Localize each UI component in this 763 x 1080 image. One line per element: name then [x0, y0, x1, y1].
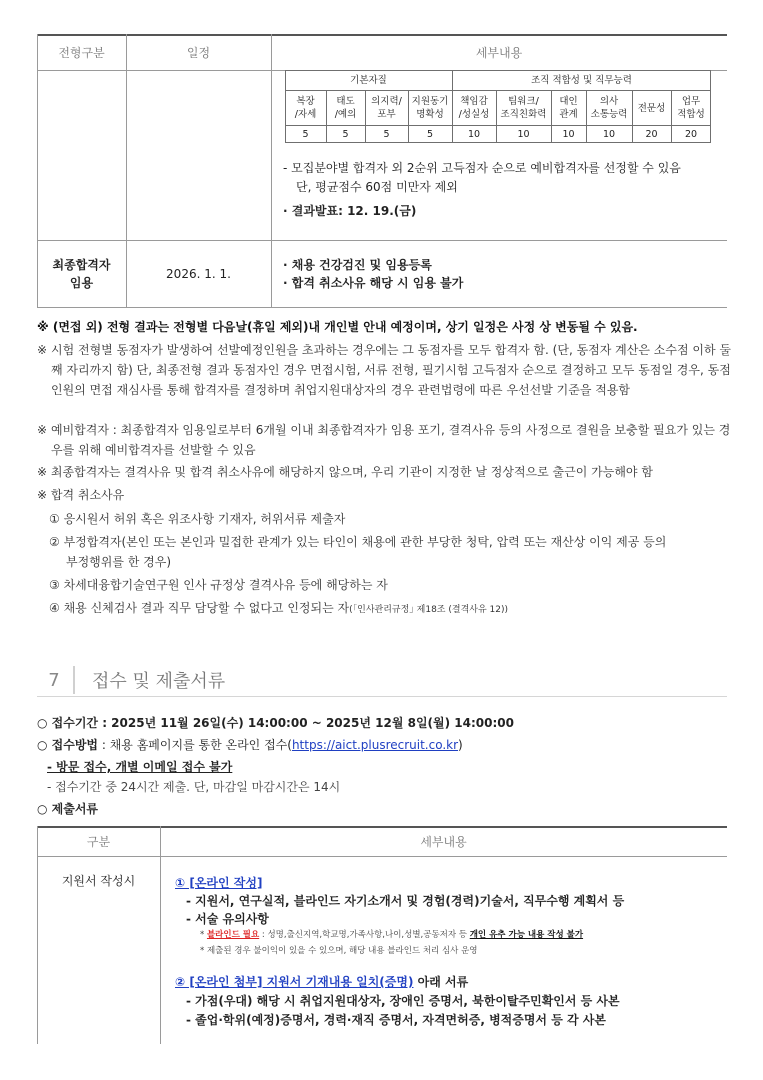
result-announce: · 결과발표: 12. 19.(금) — [283, 204, 417, 218]
attach-bonus-docs: - 가점(우대) 해당 시 취업지원대상자, 장애인 증명서, 북한이탈주민확인서 등 사본 — [186, 994, 620, 1008]
score-value: 10 — [517, 128, 530, 140]
receipt-method: ○ 접수방법 : 채용 홈페이지를 통한 온라인 접수(https://aict.plusrecruit.co.kr) — [37, 738, 463, 752]
note-tie — [37, 340, 732, 400]
final-row-date: 2026. 1. 1. — [166, 267, 231, 281]
score-value: 10 — [562, 128, 575, 140]
header-detail: 세부내용 — [475, 45, 523, 60]
cancel-reason-3: ③ 차세대융합기술연구원 인사 규정상 결격사유 등에 해당하는 자 — [49, 578, 388, 592]
score-value: 20 — [684, 128, 698, 140]
score-value: 5 — [426, 128, 434, 140]
note-results: ※ (면접 외) 전형 결과는 전형별 다음날(휴일 제외)내 개인별 안내 예정이며, 상기 일정은 사정 상 변동될 수 있음. — [37, 320, 638, 334]
note-eligibility: ※ 최종합격자는 결격사유 및 합격 취소사유에 해당하지 않으며, 우리 기관이 지정한 날 정상적으로 출근이 가능해야 함 — [37, 465, 653, 479]
schedule-table — [37, 34, 727, 308]
no-visit-note: - 방문 접수, 개별 이메일 접수 불가 — [47, 760, 233, 774]
score-item: 지원동기 명확성 — [411, 96, 449, 120]
score-item: 태도 /예의 — [334, 96, 357, 120]
score-item: 의지력/ 포부 — [371, 96, 402, 120]
docs-table — [37, 826, 727, 1044]
note-cancel-title: ※ 합격 취소사유 — [37, 488, 125, 502]
note-mark: ※ — [37, 343, 48, 357]
final-row-detail-1: · 채용 건강검진 및 임용등록 — [283, 258, 432, 272]
section-title: 접수 및 제출서류 — [92, 671, 226, 692]
docs-header-detail: 세부내용 — [420, 834, 467, 849]
docs-row-label: 지원서 작성시 — [61, 874, 136, 888]
cancel-reason-2-cont: 부정행위를 한 경우) — [66, 555, 172, 569]
reserve-note-cont: 단, 평균점수 60점 미만자 제외 — [296, 180, 458, 194]
header-type: 전형구분 — [58, 45, 105, 60]
reserve-note: - 모집분야별 합격자 외 2순위 고득점자 순으로 예비합격자를 선정할 수 있음 — [283, 161, 681, 175]
writing-cautions: - 서술 유의사항 — [186, 912, 269, 926]
note-tie-text: 시험 전형별 동점자가 발생하여 선발예정인원을 초과하는 경우에는 그 동점자를 모두 합격자 함. (단, 동점자 계산은 소수점 이하 둘째 자리까지 함) 단, 최종전형 결과 동점자인 경우 면접시험, 서류 전형, 필기시험 고득점자 순으로 결정하고 모두 동점일 경우, 동점 인원의 면접 재심사를 통해 합격자를 결정하며 취업지원대상자의 경우 관련법령에 따른 우선선발 기준을 적용함 — [51, 343, 731, 397]
score-value: 5 — [302, 128, 309, 140]
score-item: 복장 /자세 — [294, 96, 317, 120]
score-item: 의사 소통능력 — [590, 96, 628, 120]
score-item: 팀워크/ 조직친화력 — [500, 96, 547, 120]
online-write-items: - 지원서, 연구실적, 블라인드 자기소개서 및 경험(경력)기술서, 직무수행 계획서 등 — [186, 894, 625, 908]
score-item: 대인 관계 — [559, 96, 578, 120]
blind-note: * 블라인드 필요 : 성명,출신지역,학교명,가족사항,나이,성별,공동저자 등 개인 유추 가능 내용 작성 불가 — [200, 930, 584, 940]
note-reserve — [37, 420, 732, 460]
cancel-reason-1: ① 응시원서 허위 혹은 위조사항 기재자, 허위서류 제출자 — [49, 512, 346, 526]
cancel-reason-2: ② 부정합격자(본인 또는 본인과 밀접한 관계가 있는 타인이 채용에 관한 부당한 청탁, 압력 또는 재산상 이익 제공 등의 — [49, 535, 667, 549]
score-value: 10 — [602, 128, 616, 140]
score-item: 전문성 — [637, 102, 666, 114]
note-mark: ※ — [37, 423, 48, 437]
header-schedule: 일정 — [186, 45, 211, 60]
online-write-heading: ① [온라인 작성] — [175, 876, 263, 890]
score-group-org: 조직 적합성 및 직무능력 — [531, 74, 632, 86]
hours-note: - 접수기간 중 24시간 제출. 단, 마감일 마감시간은 14시 — [47, 780, 341, 794]
receipt-period: ○ 접수기간 : 2025년 11월 26일(수) 14:00:00 ~ 2025년 12월 8일(월) 14:00:00 — [37, 716, 514, 730]
regulation-ref: (｢인사관리규정｣ 제18조 (결격사유 12)) — [349, 605, 508, 615]
score-item: 책임감 /성실성 — [458, 96, 490, 120]
final-row-label: 최종합격자 임용 — [52, 258, 111, 290]
score-value: 20 — [645, 128, 658, 140]
section-7-header — [37, 662, 727, 698]
score-item: 업무 적합성 — [677, 96, 705, 120]
recruit-link[interactable]: https://aict.plusrecruit.co.kr — [291, 738, 459, 752]
score-group-basic: 기본자질 — [350, 74, 387, 86]
attach-certificates: - 졸업·학위(예정)증명서, 경력·재직 증명서, 자격면허증, 병적증명서 등 각 사본 — [186, 1013, 606, 1027]
note-reserve-text: 예비합격자 : 최종합격자 임용일로부터 6개월 이내 최종합격자가 임용 포기, 결격사유 등의 사정으로 결원을 보충할 필요가 있는 경우를 위해 예비합격자를 선발할 수 있음 — [51, 423, 731, 457]
cancel-reason-4: ④ 채용 신체검사 결과 직무 담당할 수 없다고 인정되는 자(｢인사관리규정｣ 제18조 (결격사유 12)) — [49, 601, 508, 615]
section-number: 7 — [48, 669, 60, 691]
score-value: 5 — [342, 128, 349, 140]
docs-header-category: 구분 — [86, 834, 111, 849]
online-attach-heading: ② [온라인 첨부] 지원서 기재내용 일치(증명) 아래 서류 — [175, 975, 469, 989]
blind-penalty-note: * 제출된 경우 불이익이 있을 수 있으며, 해당 내용 블라인드 처리 심사 운영 — [200, 946, 478, 956]
final-row-detail-2: · 합격 취소사유 해당 시 임용 불가 — [283, 276, 464, 290]
score-value: 10 — [467, 128, 481, 140]
score-value: 5 — [383, 128, 390, 140]
docs-label: ○ 제출서류 — [37, 802, 99, 816]
